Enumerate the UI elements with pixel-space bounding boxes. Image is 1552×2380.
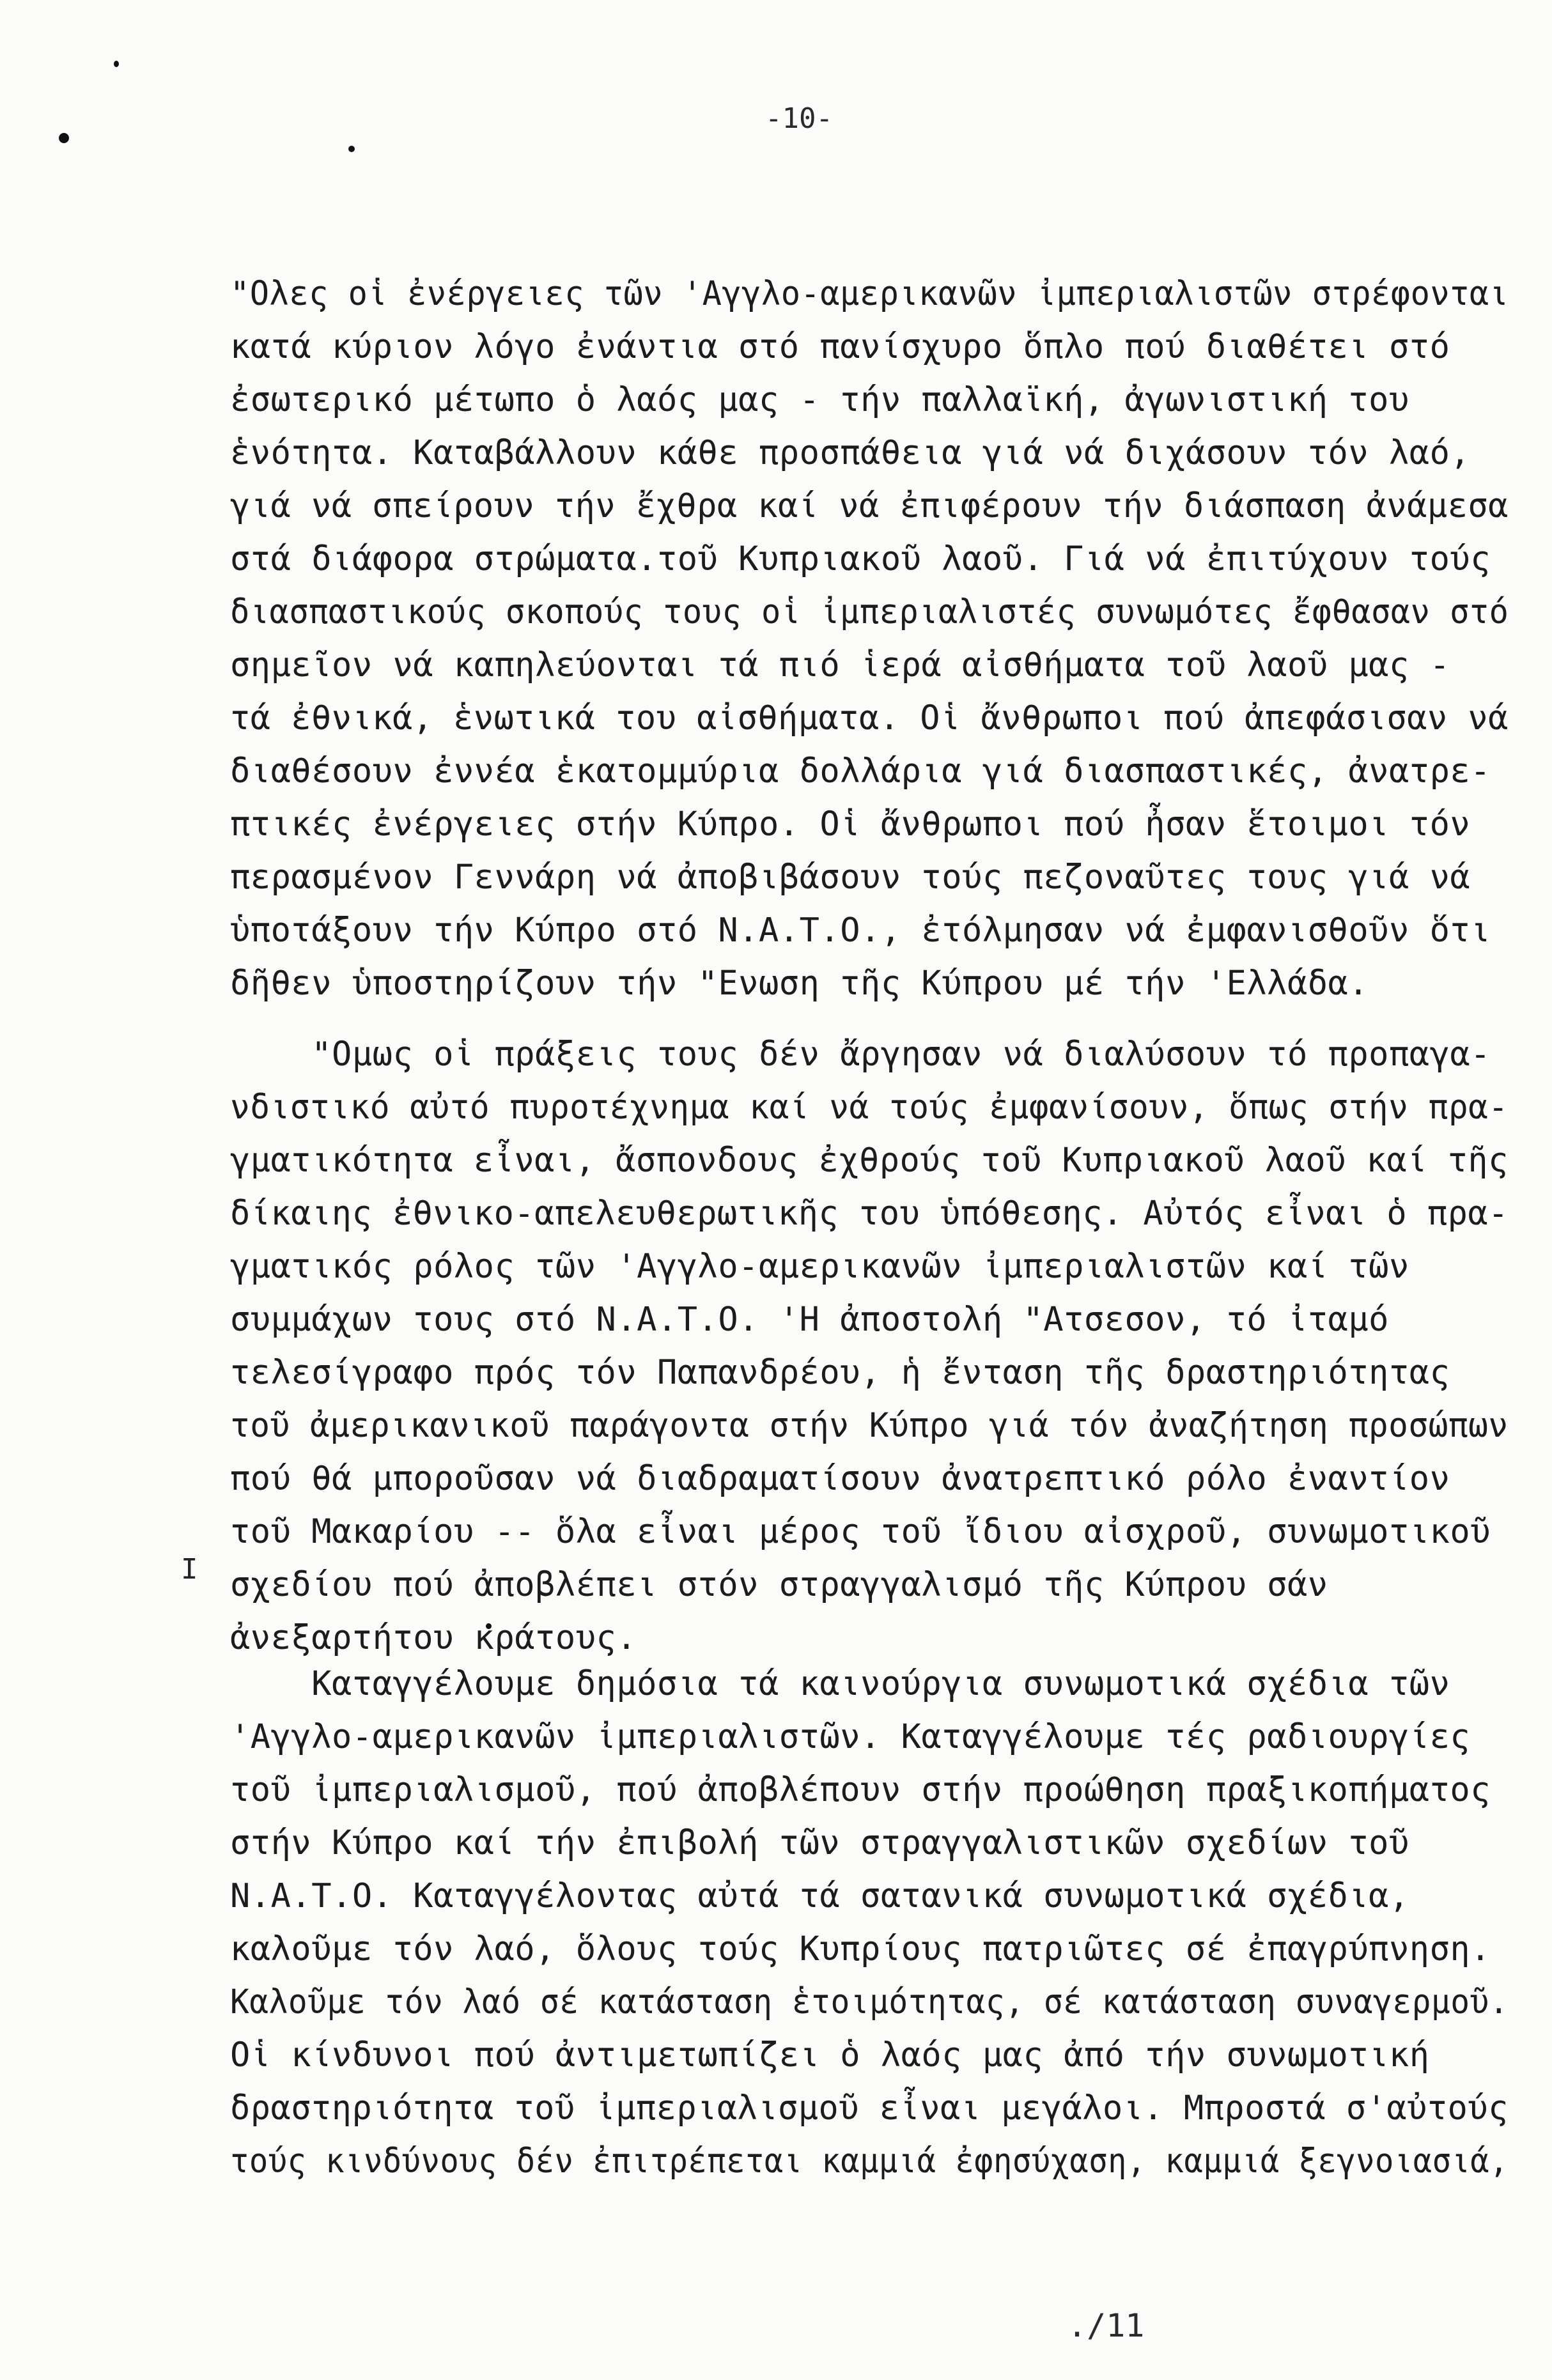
- text-line: N.A.T.O. Καταγγέλοντας αὐτά τά σατανικά συνωμοτικά σχέδια,: [230, 1877, 1409, 1915]
- text-line: διασπαστικούς σκοπούς τους οἱ ἰμπεριαλιστές συνωμότες ἔφθασαν στό: [230, 593, 1509, 631]
- text-line: σημεῖον νά καπηλεύονται τά πιό ἱερά αἰσθήματα τοῦ λαοῦ μας -: [230, 646, 1450, 684]
- text-line: τά ἐθνικά, ἑνωτικά του αἰσθήματα. Οἱ ἄνθρωποι πού ἀπεφάσισαν νά: [230, 699, 1509, 738]
- text-line: συμμάχων τους στό N.A.T.O. 'Η ἀποστολή "Ατσεσον, τό ἰταμό: [230, 1301, 1389, 1339]
- text-line: ὑποτάξουν τήν Κύπρο στό N.A.T.O., ἐτόλμησαν νά ἐμφανισθοῦν ὅτι: [230, 911, 1491, 950]
- text-line: Οἱ κίνδυνοι πού ἀντιμετωπίζει ὁ λαός μας ἀπό τήν συνωμοτική: [230, 2036, 1430, 2075]
- text-line: "Ομως οἱ πράξεις τους δέν ἄργησαν νά διαλύσουν τό προπαγα-: [230, 1035, 1491, 1074]
- scan-speck: [348, 146, 355, 152]
- text-line: γματικός ρόλος τῶν 'Αγγλο-αμερικανῶν ἰμπεριαλιστῶν καί τῶν: [230, 1248, 1409, 1286]
- text-line: πού θά μποροῦσαν νά διαδραματίσουν ἀνατρεπτικό ρόλο ἐναντίον: [230, 1460, 1450, 1498]
- text-line: γιά νά σπείρουν τήν ἔχθρα καί νά ἐπιφέρουν τήν διάσπαση ἀνάμεσα: [230, 487, 1509, 525]
- text-line: ἐσωτερικό μέτωπο ὁ λαός μας - τήν παλλαϊκή, ἀγωνιστική του: [230, 381, 1409, 419]
- text-line: διαθέσουν ἐννέα ἑκατομμύρια δολλάρια γιά διασπαστικές, ἀνατρε-: [230, 752, 1491, 791]
- text-line: ἀνεξαρτήτου κράτους.: [230, 1619, 637, 1657]
- scan-speck: [59, 133, 69, 143]
- text-line: 'Αγγλο-αμερικανῶν ἰμπεριαλιστῶν. Καταγγέλουμε τές ραδιουργίες: [230, 1718, 1471, 1756]
- text-line: περασμένον Γεννάρη νά ἀποβιβάσουν τούς πεζοναῦτες τους γιά νά: [230, 858, 1471, 897]
- text-line: σχεδίου πού ἀποβλέπει στόν στραγγαλισμό τῆς Κύπρου σάν: [230, 1566, 1328, 1604]
- scan-speck: [114, 61, 119, 67]
- margin-mark: I: [181, 1553, 198, 1586]
- text-line: δίκαιης ἐθνικο-απελευθερωτικῆς του ὑπόθεσης. Αὐτός εἶναι ὁ πρα-: [230, 1194, 1509, 1233]
- text-line: δῆθεν ὑποστηρίζουν τήν "Ενωση τῆς Κύπρου μέ τήν 'Ελλάδα.: [230, 964, 1369, 1003]
- text-line: στά διάφορα στρώματα.τοῦ Κυπριακοῦ λαοῦ. Γιά νά ἐπιτύχουν τούς: [230, 540, 1491, 578]
- text-line: τοῦ ἀμερικανικοῦ παράγοντα στήν Κύπρο γιά τόν ἀναζήτηση προσώπων: [230, 1407, 1509, 1445]
- continuation-marker: ./11: [1067, 2307, 1145, 2344]
- text-line: τοῦ Μακαρίου -- ὅλα εἶναι μέρος τοῦ ἴδιου αἰσχροῦ, συνωμοτικοῦ: [230, 1513, 1491, 1551]
- text-line: γματικότητα εἶναι, ἄσπονδους ἐχθρούς τοῦ Κυπριακοῦ λαοῦ καί τῆς: [230, 1141, 1509, 1180]
- text-line: καλοῦμε τόν λαό, ὅλους τούς Κυπρίους πατριῶτες σέ ἐπαγρύπνηση.: [230, 1930, 1491, 1968]
- text-line: ἑνότητα. Καταβάλλουν κάθε προσπάθεια γιά νά διχάσουν τόν λαό,: [230, 434, 1471, 472]
- text-line: τελεσίγραφο πρός τόν Παπανδρέου, ἡ ἔνταση τῆς δραστηριότητας: [230, 1354, 1450, 1392]
- text-line: κατά κύριον λόγο ἐνάντια στό πανίσχυρο ὅπλο πού διαθέτει στό: [230, 328, 1450, 366]
- text-line: δραστηριότητα τοῦ ἰμπεριαλισμοῦ εἶναι μεγάλοι. Μπροστά σ'αὐτούς: [230, 2089, 1509, 2128]
- text-line: τοῦ ἰμπεριαλισμοῦ, πού ἀποβλέπουν στήν προώθηση πραξικοπήματος: [230, 1771, 1491, 1809]
- text-line: Καταγγέλουμε δημόσια τά καινούργια συνωμοτικά σχέδια τῶν: [230, 1665, 1450, 1703]
- text-line: πτικές ἐνέργειες στήν Κύπρο. Οἱ ἄνθρωποι πού ἦσαν ἕτοιμοι τόν: [230, 805, 1471, 844]
- text-line: νδιστικό αὐτό πυροτέχνημα καί νά τούς ἐμφανίσουν, ὅπως στήν πρα-: [230, 1088, 1509, 1127]
- text-line: Καλοῦμε τόν λαό σέ κατάσταση ἑτοιμότητας, σέ κατάσταση συναγερμοῦ.: [230, 1983, 1509, 2021]
- text-line: στήν Κύπρο καί τήν ἐπιβολή τῶν στραγγαλιστικῶν σχεδίων τοῦ: [230, 1824, 1409, 1862]
- text-line: "Ολες οἱ ἐνέργειες τῶν 'Αγγλο-αμερικανῶν ἰμπεριαλιστῶν στρέφονται: [230, 275, 1509, 313]
- page-number: -10-: [765, 102, 833, 135]
- text-line: τούς κινδύνους δέν ἐπιτρέπεται καμμιά ἐφησύχαση, καμμιά ξεγνοιασιά,: [230, 2142, 1509, 2181]
